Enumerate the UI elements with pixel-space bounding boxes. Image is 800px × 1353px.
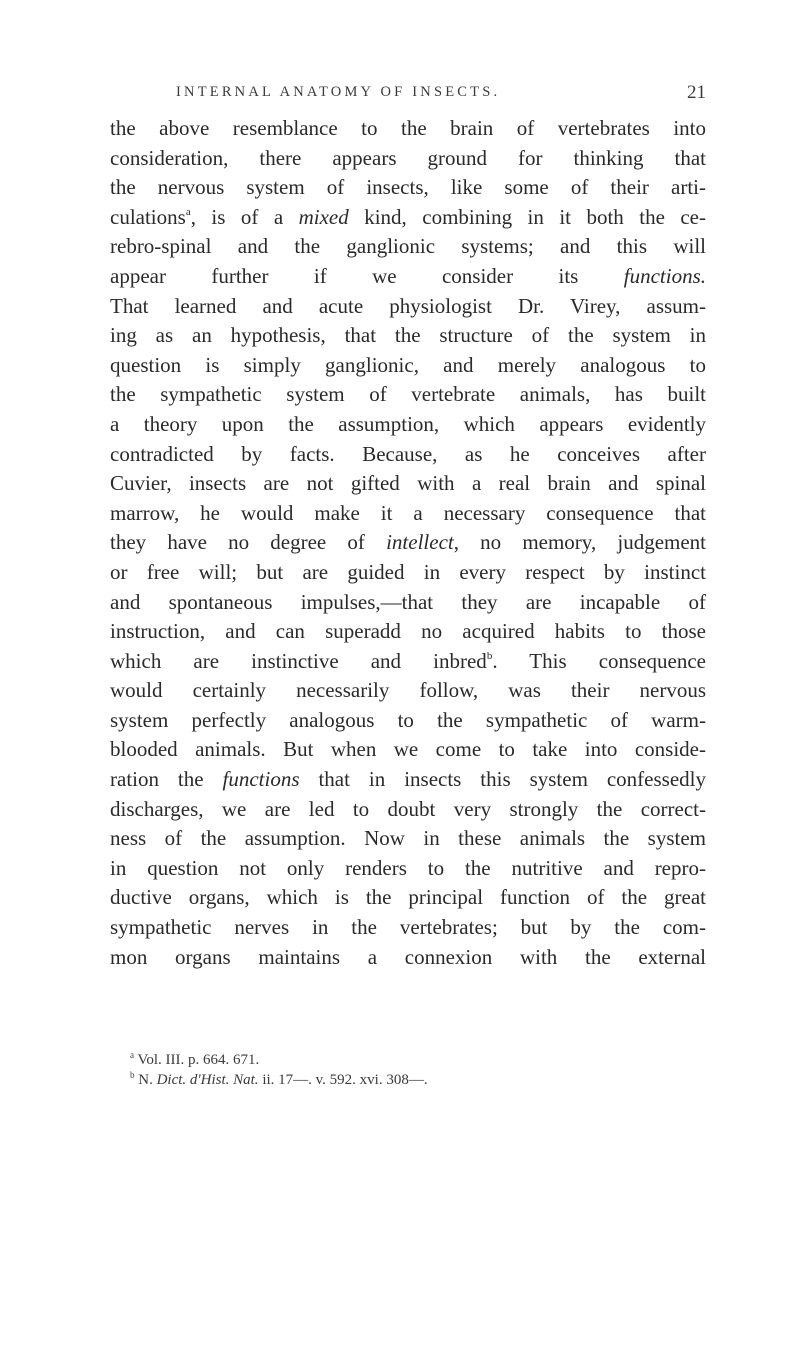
text-run: the sympathetic system of vertebrate animals, has built [110, 382, 706, 407]
text-line [110, 735, 706, 765]
footnote [130, 1070, 690, 1090]
text-run: rebro-spinal and the ganglionic systems; and this will [110, 234, 706, 259]
text-line [110, 232, 706, 262]
text-run: system perfectly analogous to the sympathetic of warm- [110, 707, 706, 732]
text-line [110, 114, 706, 144]
text-line [110, 262, 706, 292]
footnote-marker: a [130, 1050, 134, 1060]
text-line [110, 913, 706, 943]
text-line [110, 528, 706, 558]
footnote-marker: b [486, 649, 493, 662]
text-run: kind, combining in it both the ce- [348, 204, 706, 229]
text-line [110, 558, 706, 588]
text-line [110, 588, 706, 618]
text-run: sympathetic nerves in the vertebrates; but by the com- [110, 915, 706, 940]
text-run: ii. 17—. v. 592. xvi. 308—. [258, 1072, 428, 1088]
text-run: marrow, he would make it a necessary consequence that [110, 500, 706, 525]
text-line [110, 943, 706, 973]
text-line [110, 795, 706, 825]
text-run: a theory upon the assumption, which appears evidently [110, 411, 706, 436]
text-run: consideration, there appears ground for thinking that [110, 145, 706, 170]
text-line [110, 440, 706, 470]
text-run: Cuvier, insects are not gifted with a real brain and spinal [110, 471, 706, 496]
text-run: the nervous system of insects, like some of their arti- [110, 175, 706, 200]
text-run: would certainly necessarily follow, was their nervous [110, 678, 706, 703]
text-run: N. [134, 1072, 157, 1088]
text-run: mon organs maintains a connexion with the external [110, 944, 706, 969]
text-run: which are instinctive and inbred [110, 648, 487, 673]
text-run: they have no degree of [110, 530, 387, 555]
text-line [110, 144, 706, 174]
text-run: ration the [110, 767, 223, 792]
text-line [110, 854, 706, 884]
text-run: blooded animals. But when we come to take into conside- [110, 737, 706, 762]
text-line [110, 647, 706, 677]
text-line [110, 203, 706, 233]
text-line [110, 173, 706, 203]
text-run: and spontaneous impulses,—that they are incapable of [110, 589, 706, 614]
text-run: That learned and acute physiologist Dr. Virey, assum- [110, 293, 706, 318]
text-run: culations [110, 204, 186, 229]
text-run: that in insects this system confessedly [299, 767, 706, 792]
text-line [110, 617, 706, 647]
footnotes [130, 1050, 690, 1090]
text-run: , is of a [190, 204, 299, 229]
text-line [110, 706, 706, 736]
page-number: 21 [687, 82, 706, 103]
running-head [176, 84, 706, 104]
text-run: . This consequence [492, 648, 706, 673]
text-line [110, 499, 706, 529]
text-run: Vol. III. p. 664. 671. [134, 1052, 260, 1068]
text-run: instruction, and can superadd no acquired habits to those [110, 619, 706, 644]
text-line [110, 883, 706, 913]
text-run: the above resemblance to the brain of vertebrates into [110, 116, 706, 140]
text-run: or free will; but are guided in every respect by instinct [110, 559, 706, 584]
footnote [130, 1050, 690, 1070]
text-line [110, 676, 706, 706]
text-run: Dict. d'Hist. Nat. [156, 1072, 259, 1088]
text-run: intellect [386, 530, 454, 555]
text-run: , no memory, judgement [453, 530, 707, 555]
footnote-marker: b [130, 1070, 135, 1080]
text-line [110, 469, 706, 499]
text-line [110, 765, 706, 795]
body-text [110, 114, 706, 972]
text-line [110, 321, 706, 351]
text-run: ing as an hypothesis, that the structure of the system in [110, 323, 706, 348]
text-run: mixed [298, 204, 349, 229]
text-line [110, 824, 706, 854]
text-run: ductive organs, which is the principal function of the great [110, 885, 706, 910]
text-line [110, 292, 706, 322]
running-head-title: INTERNAL ANATOMY OF INSECTS. [176, 84, 501, 100]
text-run: functions [222, 767, 300, 792]
text-line [110, 351, 706, 381]
text-line [110, 380, 706, 410]
footnote-marker: a [185, 205, 191, 218]
text-run: question is simply ganglionic, and merely analogous to [110, 352, 706, 377]
text-run: contradicted by facts. Because, as he conceives after [110, 441, 706, 466]
text-run: discharges, we are led to doubt very strongly the correct- [110, 796, 706, 821]
text-line [110, 410, 706, 440]
text-run: in question not only renders to the nutritive and repro- [110, 855, 706, 880]
text-run: ness of the assumption. Now in these animals the system [110, 826, 706, 851]
text-run: functions. [623, 263, 706, 288]
text-run: appear further if we consider its [110, 263, 624, 288]
